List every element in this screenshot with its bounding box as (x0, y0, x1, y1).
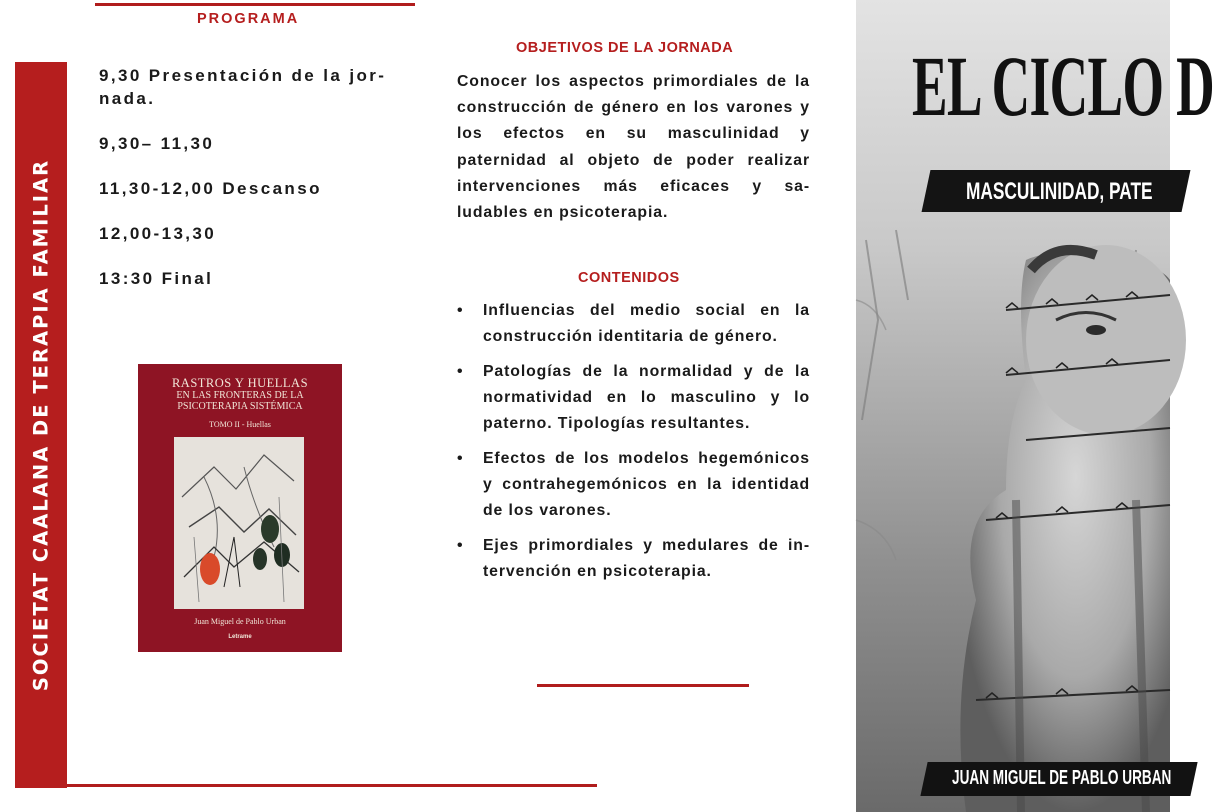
list-item-text: Influencias del medio social en la construcción identitaria de género. (483, 302, 810, 345)
list-item (457, 298, 810, 350)
bullet-icon: • (457, 302, 464, 319)
section-end-divider (537, 684, 749, 687)
objetivos-paragraph: Conocer los aspectos primordiales de la construcción de género en los varones y los efectos en su masculinidad y paternidad al objeto de poder realizar intervenciones más eficaces y sa-ludables en psicoterapia. (457, 73, 810, 222)
objetivos-heading: OBJETIVOS DE LA JORNADA (516, 40, 734, 56)
list-item (457, 359, 810, 437)
bullet-icon: • (457, 450, 464, 467)
book-publisher-logo: Letrame (228, 634, 252, 640)
schedule-item-session-2: 12,00-13,30 (99, 224, 217, 243)
list-item-text: Patologías de la normalidad y de la normatividad en lo masculino y lo paterno. Tipologías resultantes. (483, 363, 810, 432)
cover-subtitle: MASCULINIDAD, PATE (966, 178, 1153, 205)
list-item (457, 446, 810, 524)
cover-author: JUAN MIGUEL DE PABLO URBAN (952, 767, 1172, 789)
schedule-item-opening: 9,30 Presentación de la jor-nada. (99, 66, 387, 108)
list-item-text: Ejes primordiales y medulares de in-tervención en psicoterapia. (483, 537, 810, 580)
list-item-text: Efectos de los modelos hegemónicos y contrahegemónicos en la identidad de los varones. (483, 450, 810, 519)
book-subtitle (138, 390, 342, 412)
book-illustration-drawing (174, 437, 304, 609)
book-cover (138, 364, 342, 652)
bullet-icon: • (457, 537, 464, 554)
cover-title: EL CICLO D (912, 38, 1214, 134)
schedule-item-closing: 13:30 Final (99, 269, 214, 288)
bottom-divider (67, 784, 597, 787)
book-volume: TOMO II - Huellas (209, 420, 271, 429)
contenidos-list (457, 298, 810, 585)
contenidos-heading: CONTENIDOS (578, 270, 680, 286)
bullet-icon: • (457, 363, 464, 380)
book-illustration (174, 437, 304, 609)
book-cover-panel (856, 0, 1214, 812)
top-divider (95, 3, 415, 6)
sidebar-organization-name: SOCIETAT CAALANA DE TERAPIA FAMILIAR (29, 158, 53, 692)
programa-heading: PROGRAMA (197, 11, 300, 27)
book-title: RASTROS Y HUELLAS (171, 376, 309, 390)
schedule-item-break: 11,30-12,00 Descanso (99, 179, 322, 198)
list-item (457, 533, 810, 585)
schedule-item-session-1: 9,30– 11,30 (99, 134, 215, 153)
book-subtitle-line: PSICOTERAPIA SISTÉMICA (177, 401, 303, 412)
book-subtitle-line: EN LAS FRONTERAS DE LA (176, 390, 304, 401)
book-author: Juan Miguel de Pablo Urban (194, 617, 286, 626)
